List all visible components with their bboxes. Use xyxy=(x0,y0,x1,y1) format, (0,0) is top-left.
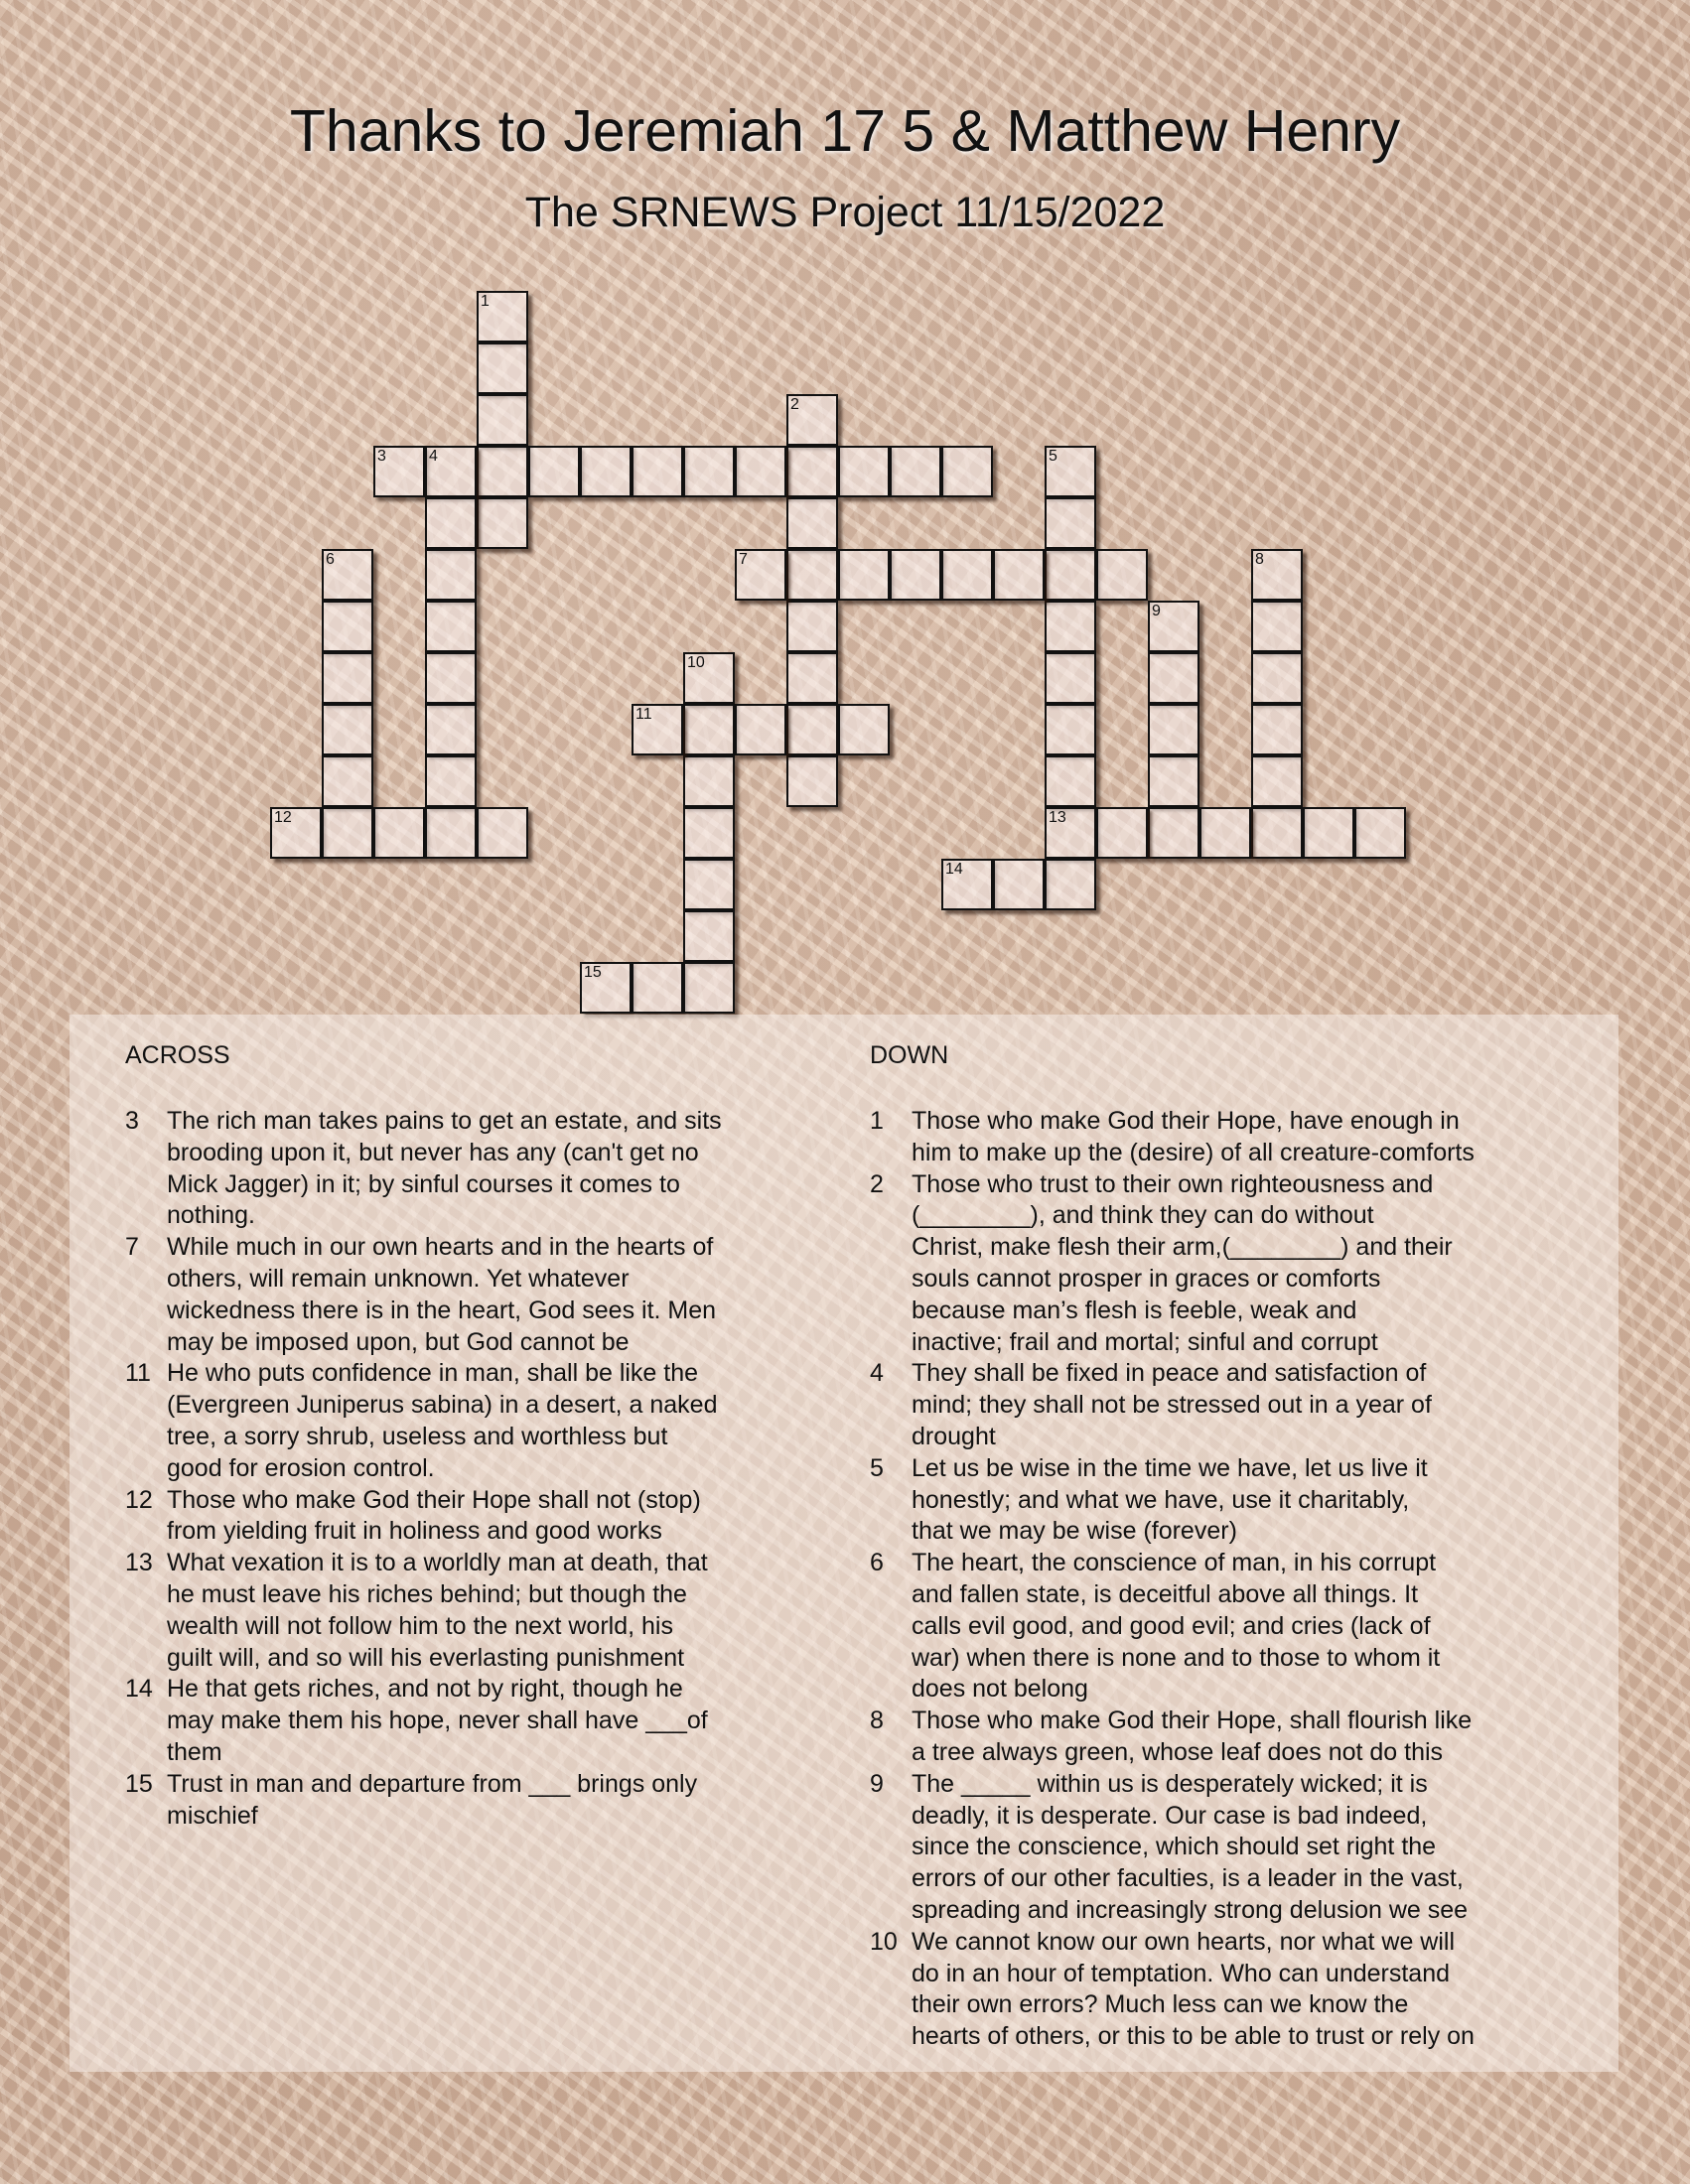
grid-cell[interactable] xyxy=(735,704,786,755)
cell-number: 6 xyxy=(326,551,335,568)
grid-cell[interactable] xyxy=(786,497,838,549)
grid-cell[interactable] xyxy=(270,807,322,859)
clue-number: 9 xyxy=(870,1769,884,1798)
grid-cell[interactable] xyxy=(941,549,993,601)
across-clues xyxy=(125,1038,780,1832)
grid-cell[interactable] xyxy=(683,755,735,807)
grid-cell[interactable] xyxy=(1045,755,1096,807)
clue-number: 11 xyxy=(125,1359,151,1388)
grid-cell[interactable] xyxy=(477,394,528,446)
grid-cell[interactable] xyxy=(1045,549,1096,601)
grid-cell[interactable] xyxy=(1251,549,1303,601)
grid-cell[interactable] xyxy=(683,704,735,755)
down-clue-8 xyxy=(870,1706,1545,1769)
grid-cell[interactable] xyxy=(1251,704,1303,755)
grid-cell[interactable] xyxy=(425,446,477,497)
grid-cell[interactable] xyxy=(322,601,373,652)
clue-text: What vexation it is to a worldly man at death, that he must leave his riches behind; but though the wealth will not follow him to the next world, his guilt will, and so will his everlasting punishment xyxy=(167,1549,708,1672)
cell-number: 12 xyxy=(274,809,292,826)
grid-cell[interactable] xyxy=(683,962,735,1014)
down-clue-10 xyxy=(870,1927,1545,2053)
clue-text: Those who make God their Hope, shall flourish like a tree always green, whose leaf does not do this xyxy=(912,1706,1473,1766)
cell-number: 1 xyxy=(481,293,490,310)
grid-cell[interactable] xyxy=(373,807,425,859)
down-clue-list xyxy=(870,1106,1545,2053)
grid-cell[interactable] xyxy=(1096,549,1148,601)
across-clue-list xyxy=(125,1106,780,1832)
grid-cell[interactable] xyxy=(477,497,528,549)
grid-cell[interactable] xyxy=(1045,497,1096,549)
clue-text: We cannot know our own hearts, nor what we will do in an hour of temptation. Who can understand their own errors? Much less can we know the hearts of others, or this to be able to trust or rely on xyxy=(912,1927,1475,2051)
grid-cell[interactable] xyxy=(683,446,735,497)
clue-text: While much in our own hearts and in the hearts of others, will remain unknown. Yet whatever wickedness there is in the heart, God sees it. Men may be imposed upon, but God cannot be xyxy=(167,1233,717,1356)
grid-cell[interactable] xyxy=(477,446,528,497)
clue-text: He that gets riches, and not by right, though he may make them his hope, never shall have ___of them xyxy=(167,1675,708,1766)
grid-cell[interactable] xyxy=(890,549,941,601)
clue-text: The rich man takes pains to get an estate, and sits brooding upon it, but never has any (can't get no Mick Jagger) in it; by sinful courses it comes to nothing. xyxy=(167,1107,722,1230)
grid-cell[interactable] xyxy=(425,755,477,807)
clue-number: 12 xyxy=(125,1485,153,1514)
grid-cell[interactable] xyxy=(1148,652,1199,704)
across-clue-11 xyxy=(125,1358,780,1484)
down-clue-1 xyxy=(870,1106,1545,1169)
grid-cell[interactable] xyxy=(425,601,477,652)
grid-cell[interactable] xyxy=(1199,807,1251,859)
down-clues xyxy=(870,1038,1545,2053)
grid-cell[interactable] xyxy=(425,807,477,859)
across-clue-15 xyxy=(125,1769,780,1833)
grid-cell[interactable] xyxy=(477,342,528,394)
grid-cell[interactable] xyxy=(786,446,838,497)
crossword-grid xyxy=(0,0,1690,993)
grid-cell[interactable] xyxy=(477,291,528,342)
clue-text: Let us be wise in the time we have, let us live it honestly; and what we have, use it charitably, that we may be wise (forever) xyxy=(912,1453,1428,1546)
clue-text: Those who make God their Hope, have enough in him to make up the (desire) of all creature-comforts xyxy=(912,1107,1475,1166)
grid-cell[interactable] xyxy=(425,549,477,601)
grid-cell[interactable] xyxy=(322,652,373,704)
grid-cell[interactable] xyxy=(1045,704,1096,755)
grid-cell[interactable] xyxy=(322,755,373,807)
grid-cell[interactable] xyxy=(838,704,890,755)
grid-cell[interactable] xyxy=(1096,807,1148,859)
grid-cell[interactable] xyxy=(993,859,1045,910)
clue-number: 13 xyxy=(125,1549,153,1577)
cell-number: 7 xyxy=(739,551,748,568)
grid-cell[interactable] xyxy=(528,446,580,497)
grid-cell[interactable] xyxy=(1045,807,1096,859)
grid-cell[interactable] xyxy=(1354,807,1406,859)
grid-cell[interactable] xyxy=(1251,601,1303,652)
grid-cell[interactable] xyxy=(683,652,735,704)
cell-number: 10 xyxy=(687,654,705,671)
clue-number: 15 xyxy=(125,1769,153,1798)
grid-cell[interactable] xyxy=(683,807,735,859)
grid-cell[interactable] xyxy=(322,704,373,755)
clue-text: They shall be fixed in peace and satisfaction of mind; they shall not be stressed out in a year of drought xyxy=(912,1359,1432,1450)
grid-cell[interactable] xyxy=(477,807,528,859)
grid-cell[interactable] xyxy=(1148,601,1199,652)
clue-number: 10 xyxy=(870,1927,898,1956)
clue-number: 7 xyxy=(125,1233,139,1262)
clue-number: 8 xyxy=(870,1706,884,1735)
down-heading: DOWN xyxy=(870,1041,949,1069)
across-clue-7 xyxy=(125,1232,780,1358)
down-clue-2 xyxy=(870,1169,1545,1359)
clue-text: He who puts confidence in man, shall be like the (Evergreen Juniperus sabina) in a desert, a naked tree, a sorry shrub, useless and worthless but good for erosion control. xyxy=(167,1359,718,1482)
across-clue-14 xyxy=(125,1674,780,1768)
cell-number: 3 xyxy=(377,448,386,465)
grid-cell[interactable] xyxy=(683,859,735,910)
clue-number: 6 xyxy=(870,1549,884,1577)
clue-text: Those who make God their Hope shall not (stop) from yielding fruit in holiness and good works xyxy=(167,1485,701,1546)
grid-cell[interactable] xyxy=(322,807,373,859)
clue-text: The _____ within us is desperately wicked; it is deadly, it is desperate. Our case is bad indeed, since the conscience, which should set right the errors of our other faculties, is a leader in the vast, spreading and increasingly strong delusion we see xyxy=(912,1769,1469,1924)
cell-number: 2 xyxy=(790,396,799,413)
grid-cell[interactable] xyxy=(580,446,632,497)
cell-number: 13 xyxy=(1049,809,1066,826)
clue-text: Trust in man and departure from ___ brings only mischief xyxy=(167,1769,698,1830)
grid-cell[interactable] xyxy=(1045,859,1096,910)
clue-text: The heart, the conscience of man, in his corrupt and fallen state, is deceitful above all things. It calls evil good, and good evil; and cries (lack of war) when there is none and to those to whom it does not belong xyxy=(912,1549,1441,1704)
down-clue-5 xyxy=(870,1453,1545,1548)
cell-number: 8 xyxy=(1255,551,1264,568)
grid-cell[interactable] xyxy=(838,549,890,601)
clue-number: 1 xyxy=(870,1107,884,1135)
grid-cell[interactable] xyxy=(580,962,632,1014)
grid-cell[interactable] xyxy=(838,446,890,497)
grid-cell[interactable] xyxy=(735,549,786,601)
cell-number: 9 xyxy=(1152,603,1161,619)
grid-cell[interactable] xyxy=(890,446,941,497)
across-clue-12 xyxy=(125,1485,780,1549)
cell-number: 4 xyxy=(429,448,438,465)
puzzle-subtitle: The SRNEWS Project 11/15/2022 xyxy=(524,189,1166,236)
grid-cell[interactable] xyxy=(373,446,425,497)
clue-number: 4 xyxy=(870,1359,884,1388)
down-clue-6 xyxy=(870,1548,1545,1706)
grid-cell[interactable] xyxy=(786,394,838,446)
grid-cell[interactable] xyxy=(786,652,838,704)
grid-cell[interactable] xyxy=(632,704,683,755)
puzzle-title: Thanks to Jeremiah 17 5 & Matthew Henry xyxy=(289,98,1401,164)
grid-cell[interactable] xyxy=(941,859,993,910)
grid-cell[interactable] xyxy=(1045,601,1096,652)
grid-cell[interactable] xyxy=(786,755,838,807)
down-clue-9 xyxy=(870,1769,1545,1927)
cell-number: 5 xyxy=(1049,448,1057,465)
grid-cell[interactable] xyxy=(1303,807,1354,859)
clue-text: Those who trust to their own righteousness and (________), and think they can do without Christ, make flesh their arm,(________) and their souls cannot prosper in graces or comforts because man’s flesh is feeble, weak and inactive; frail and mortal; sinful and corrupt xyxy=(912,1169,1453,1356)
cell-number: 11 xyxy=(635,706,652,723)
grid-cell[interactable] xyxy=(1251,755,1303,807)
grid-cell[interactable] xyxy=(1148,704,1199,755)
grid-cell[interactable] xyxy=(632,962,683,1014)
grid-cell[interactable] xyxy=(1148,755,1199,807)
down-clue-4 xyxy=(870,1358,1545,1452)
grid-cell[interactable] xyxy=(632,446,683,497)
cell-number: 14 xyxy=(945,861,963,878)
grid-cell[interactable] xyxy=(322,549,373,601)
clue-number: 2 xyxy=(870,1169,884,1198)
grid-cell[interactable] xyxy=(425,652,477,704)
across-clue-3 xyxy=(125,1106,780,1232)
grid-cell[interactable] xyxy=(1251,652,1303,704)
grid-cell[interactable] xyxy=(941,446,993,497)
grid-cell[interactable] xyxy=(1251,807,1303,859)
grid-cell[interactable] xyxy=(425,497,477,549)
grid-cell[interactable] xyxy=(735,446,786,497)
grid-cell[interactable] xyxy=(425,704,477,755)
grid-cell[interactable] xyxy=(683,910,735,962)
grid-cell[interactable] xyxy=(786,601,838,652)
clue-number: 3 xyxy=(125,1107,139,1135)
grid-cell[interactable] xyxy=(1045,446,1096,497)
clue-number: 5 xyxy=(870,1453,884,1482)
grid-cell[interactable] xyxy=(786,704,838,755)
grid-cell[interactable] xyxy=(786,549,838,601)
across-clue-13 xyxy=(125,1548,780,1674)
grid-cell[interactable] xyxy=(993,549,1045,601)
grid-cell[interactable] xyxy=(1045,652,1096,704)
cell-number: 15 xyxy=(584,964,602,981)
grid-cell[interactable] xyxy=(1148,807,1199,859)
across-heading: ACROSS xyxy=(125,1041,230,1069)
clue-number: 14 xyxy=(125,1675,153,1704)
